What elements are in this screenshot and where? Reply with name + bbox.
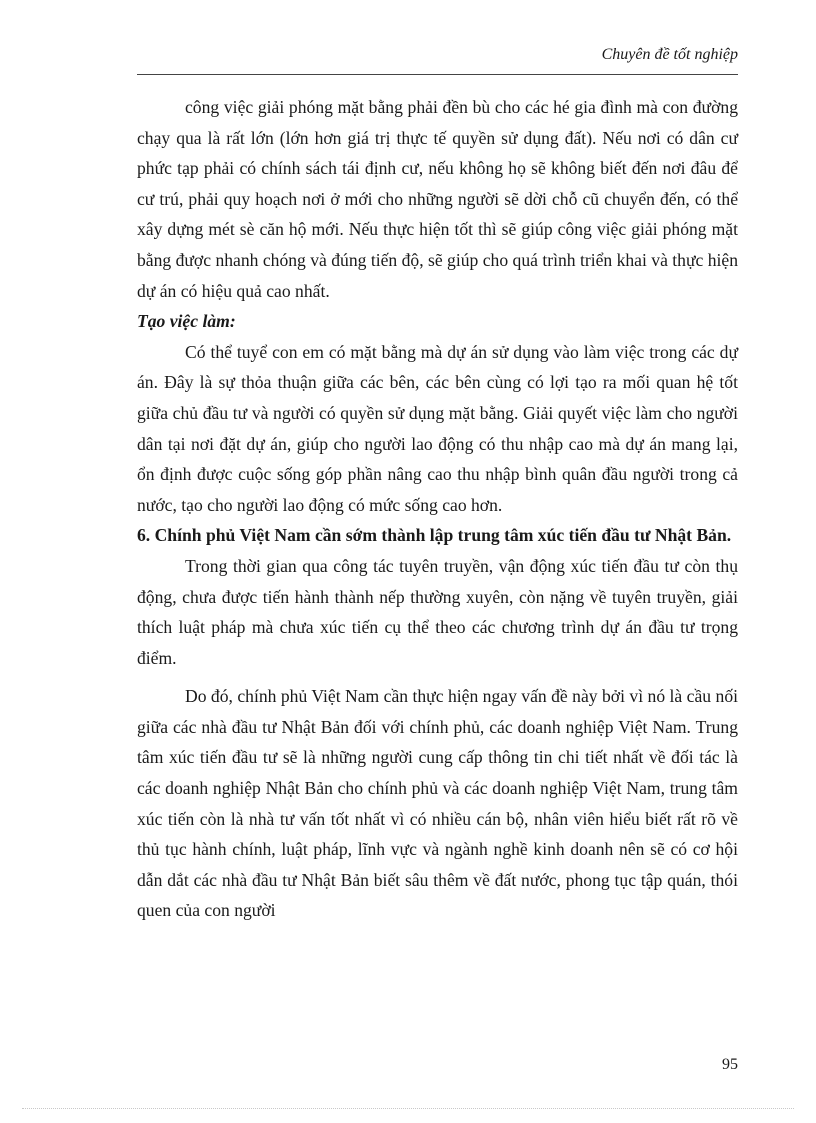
subheading-job-creation: Tạo việc làm: — [137, 311, 236, 332]
header-rule — [137, 74, 738, 75]
page-number: 95 — [722, 1056, 738, 1073]
footer-dotted-rule — [22, 1108, 794, 1109]
running-header: Chuyên đề tốt nghiệp — [601, 46, 738, 63]
page-body — [137, 92, 738, 926]
paragraph-promotion: Trong thời gian qua công tác tuyên truyền, vận động xúc tiến đầu tư còn thụ động, chưa được tiến hành thành nếp thường xuyên, còn nặng về tuyên truyền, giải thích luật pháp mà chưa xúc tiến cụ thể theo các chương trình dự án đầu tư trọng điểm. — [137, 555, 738, 668]
section-heading-6: 6. Chính phủ Việt Nam cần sớm thành lập trung tâm xúc tiến đầu tư Nhật Bản. — [137, 525, 732, 546]
paragraph-compensation: công việc giải phóng mặt bằng phải đền bù cho các hé gia đình mà con đường chạy qua là rất lớn (lớn hơn giá trị thực tế quyền sử dụng đất). Nếu nơi có dân cư phức tạp phải có chính sách tái định cư, nếu không họ sẽ không biết đến nơi đâu để cư trú, phải quy hoạch nơi ở mới cho những người sẽ dời chỗ cũ chuyển đến, có thể xây dựng mét sè căn hộ mới. Nếu thực hiện tốt thì sẽ giúp công việc giải phóng mặt bằng được nhanh chóng và đúng tiến độ, sẽ giúp cho quá trình triển khai và thực hiện dự án có hiệu quả cao nhất. — [137, 97, 739, 301]
paragraph-therefore: Do đó, chính phủ Việt Nam cần thực hiện ngay vấn đề này bởi vì nó là cầu nối giữa các nhà đầu tư Nhật Bản đối với chính phủ, các doanh nghiệp Việt Nam. Trung tâm xúc tiến đầu tư sẽ là những người cung cấp thông tin chi tiết nhất về đối tác là các doanh nghiệp Nhật Bản cho chính phủ và các doanh nghiệp Việt Nam, trung tâm xúc tiến còn là nhà tư vấn tốt nhất vì có nhiều cán bộ, nhân viên hiểu biết rất rõ về thủ tục hành chính, luật pháp, lĩnh vực và ngành nghề kinh doanh nên sẽ có cơ hội dẫn dắt các nhà đầu tư Nhật Bản biết sâu thêm về đất nước, phong tục tập quán, thói quen của con người — [137, 686, 738, 921]
paragraph-job-creation: Có thể tuyể con em có mặt bằng mà dự án sử dụng vào làm việc trong các dự án. Đây là sự thỏa thuận giữa các bên, các bên cùng có lợi tạo ra mối quan hệ tốt giữa chủ đầu tư và người có quyền sử dụng mặt bằng. Giải quyết việc làm cho người dân tại nơi đặt dự án, giúp cho người lao động có thu nhập cao mà dự án mang lại, ổn định được cuộc sống góp phần nâng cao thu nhập bình quân đầu người trong cả nước, tạo cho người lao động có mức sống cao hơn. — [137, 341, 738, 515]
